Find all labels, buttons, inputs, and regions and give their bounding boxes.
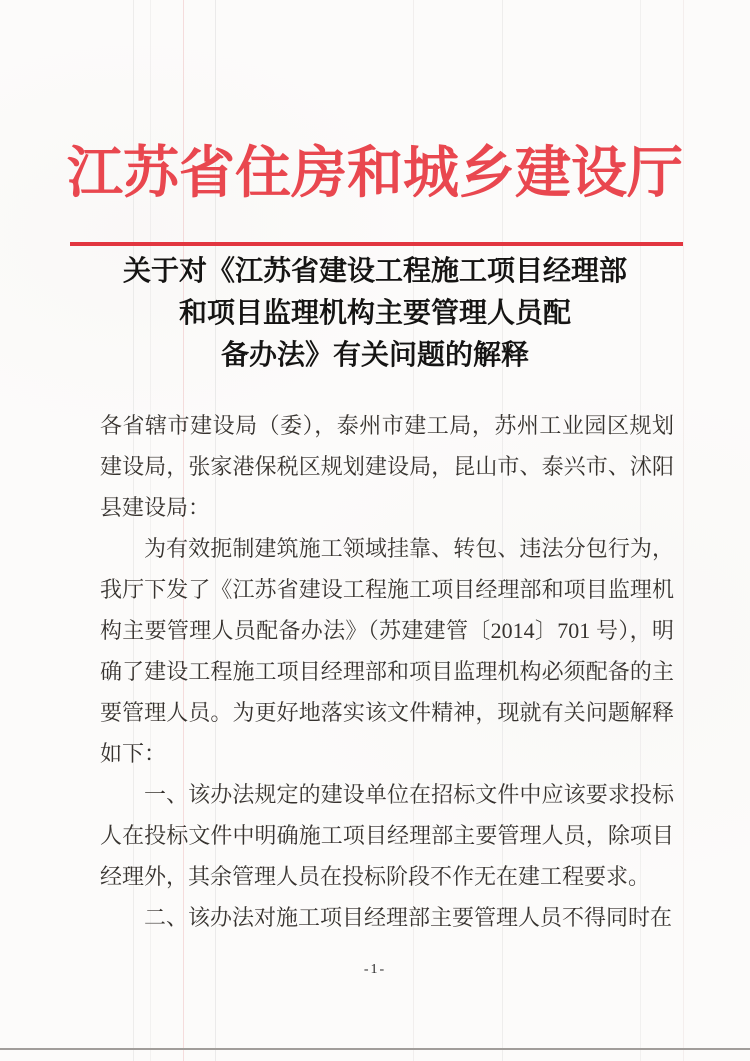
document-body: [100, 405, 674, 938]
body-paragraph-1: 为有效扼制建筑施工领域挂靠、转包、违法分包行为，我厅下发了《江苏省建设工程施工项目经理部和项目监理机构主要管理人员配备办法》（苏建建管〔2014〕701 号），明确了建设工程施工项目经理部和项目监理机构必须配备的主要管理人员。为更好地落实该文件精神，现就有关问题解释如下：: [100, 536, 674, 766]
document-title-line-1: 关于对《江苏省建设工程施工项目经理部: [122, 256, 627, 287]
recipients-line: 各省辖市建设局（委），泰州市建工局，苏州工业园区规划建设局，张家港保税区规划建设局，昆山市、泰兴市、沭阳县建设局：: [100, 413, 674, 520]
body-paragraph-3: 二、该办法对施工项目经理部主要管理人员不得同时在: [144, 905, 673, 930]
document-title-line-3: 备办法》有关问题的解释: [220, 340, 529, 371]
page-number: -1-: [363, 962, 387, 977]
page-bottom-edge-line: [0, 1048, 750, 1050]
red-divider-line: [70, 242, 683, 246]
document-title-line-2: 和项目监理机构主要管理人员配: [178, 298, 571, 329]
document-title: [0, 251, 750, 377]
body-paragraph-2: 一、该办法规定的建设单位在招标文件中应该要求投标人在投标文件中明确施工项目经理部主要管理人员，除项目经理外，其余管理人员在投标阶段不作无在建工程要求。: [100, 782, 674, 889]
letterhead-title: 江苏省住房和城乡建设厅: [67, 143, 683, 205]
